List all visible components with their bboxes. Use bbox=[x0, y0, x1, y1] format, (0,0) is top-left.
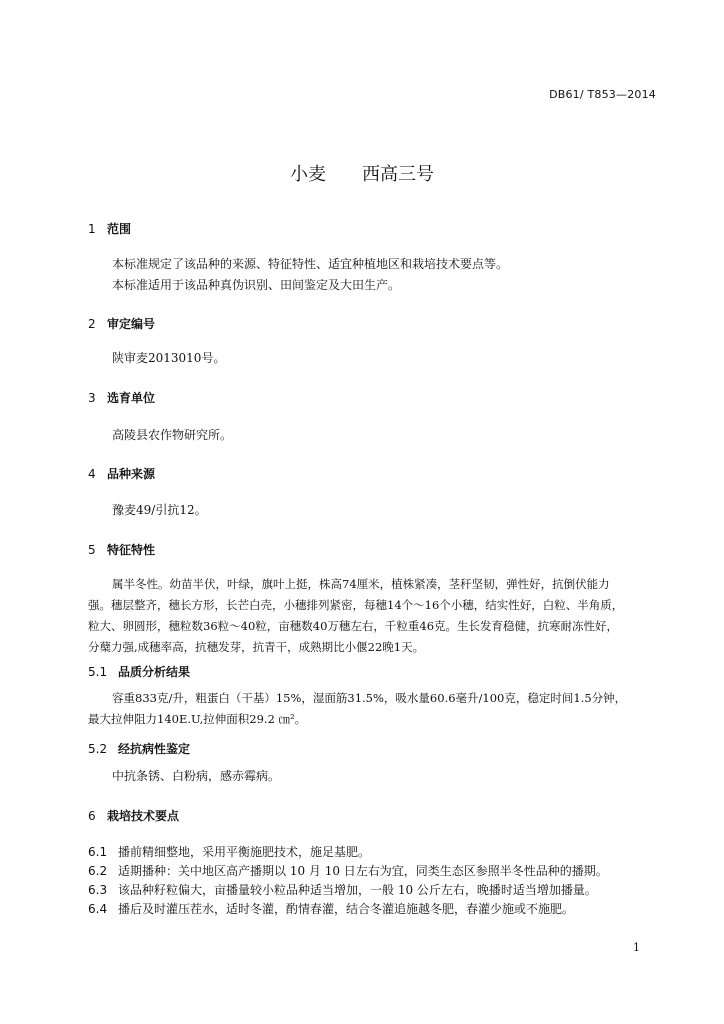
section-1-body bbox=[88, 254, 658, 296]
title-variety: 西高三号 bbox=[362, 164, 434, 185]
section-4-heading: 4 品种来源 bbox=[88, 467, 156, 481]
section-1-para-1: 本标准规定了该品种的来源、特征特性、适宜种植地区和栽培技术要点等。 bbox=[112, 257, 509, 271]
section-5-heading: 5 特征特性 bbox=[88, 543, 156, 557]
section-5-1-body bbox=[88, 688, 658, 730]
section-5-2-para-1: 中抗条锈、白粉病，感赤霉病。 bbox=[112, 769, 281, 783]
list-item: 6.1 播前精细整地，采用平衡施肥技术，施足基肥。 bbox=[88, 845, 371, 859]
section-4-body bbox=[88, 500, 658, 521]
section-5-1-line-2: 最大拉伸阻力140E.U,拉伸面积29.2 ㎝²。 bbox=[88, 712, 307, 726]
section-5-1-heading: 5.1 品质分析结果 bbox=[88, 665, 191, 679]
section-3-heading: 3 选育单位 bbox=[88, 391, 156, 405]
section-4-para-1: 豫麦49/引抗12。 bbox=[112, 503, 207, 517]
document-title bbox=[0, 160, 724, 186]
page-number: 1 bbox=[633, 941, 640, 954]
section-6-heading: 6 栽培技术要点 bbox=[88, 809, 180, 823]
section-5-1-line-1: 容重833克/升，粗蛋白（干基）15%，湿面筋31.5%，吸水量60.6毫升/100克，稳定时间1.5分钟， bbox=[112, 691, 627, 705]
section-1-heading: 1 范围 bbox=[88, 222, 132, 236]
section-5-line-1: 属半冬性。幼苗半伏，叶绿，旗叶上挺，株高74厘米，植株紧凑，茎秆坚韧，弹性好，抗倒伏能力 bbox=[112, 577, 610, 591]
section-2-heading: 2 审定编号 bbox=[88, 317, 156, 331]
section-5-body bbox=[88, 574, 658, 658]
title-crop: 小麦 bbox=[290, 164, 326, 185]
section-3-para-1: 高陵县农作物研究所。 bbox=[112, 428, 233, 442]
list-item: 6.4 播后及时灌压茬水，适时冬灌，酌情春灌，结合冬灌追施越冬肥，春灌少施或不施肥。 bbox=[88, 902, 575, 916]
section-1-para-2: 本标准适用于该品种真伪识别、田间鉴定及大田生产。 bbox=[112, 278, 401, 292]
section-5-line-4: 分蘖力强,成穗率高，抗穗发芽，抗青干，成熟期比小偃22晚1天。 bbox=[88, 640, 425, 654]
list-item: 6.2 适期播种：关中地区高产播期以 10 月 10 日左右为宜，同类生态区参照半冬性品种的播期。 bbox=[88, 864, 608, 878]
section-2-para-1: 陕审麦2013010号。 bbox=[112, 351, 226, 365]
section-3-body bbox=[88, 425, 658, 446]
section-2-body bbox=[88, 348, 658, 369]
standard-number: DB61/ T853—2014 bbox=[549, 88, 656, 101]
section-5-2-heading: 5.2 经抗病性鉴定 bbox=[88, 742, 191, 756]
section-5-2-body bbox=[88, 766, 658, 787]
section-5-line-2: 强。穗层整齐，穗长方形，长芒白壳，小穗排列紧密，每穗14个～16个小穗，结实性好，白粒、半角质， bbox=[88, 598, 624, 612]
list-item: 6.3 该品种籽粒偏大，亩播量较小粒品种适当增加，一般 10 公斤左右，晚播时适当增加播量。 bbox=[88, 883, 597, 897]
section-5-line-3: 粒大、卵圆形，穗粒数36粒～40粒，亩穗数40万穗左右，千粒重46克。生长发育稳健，抗寒耐冻性好， bbox=[88, 619, 619, 633]
